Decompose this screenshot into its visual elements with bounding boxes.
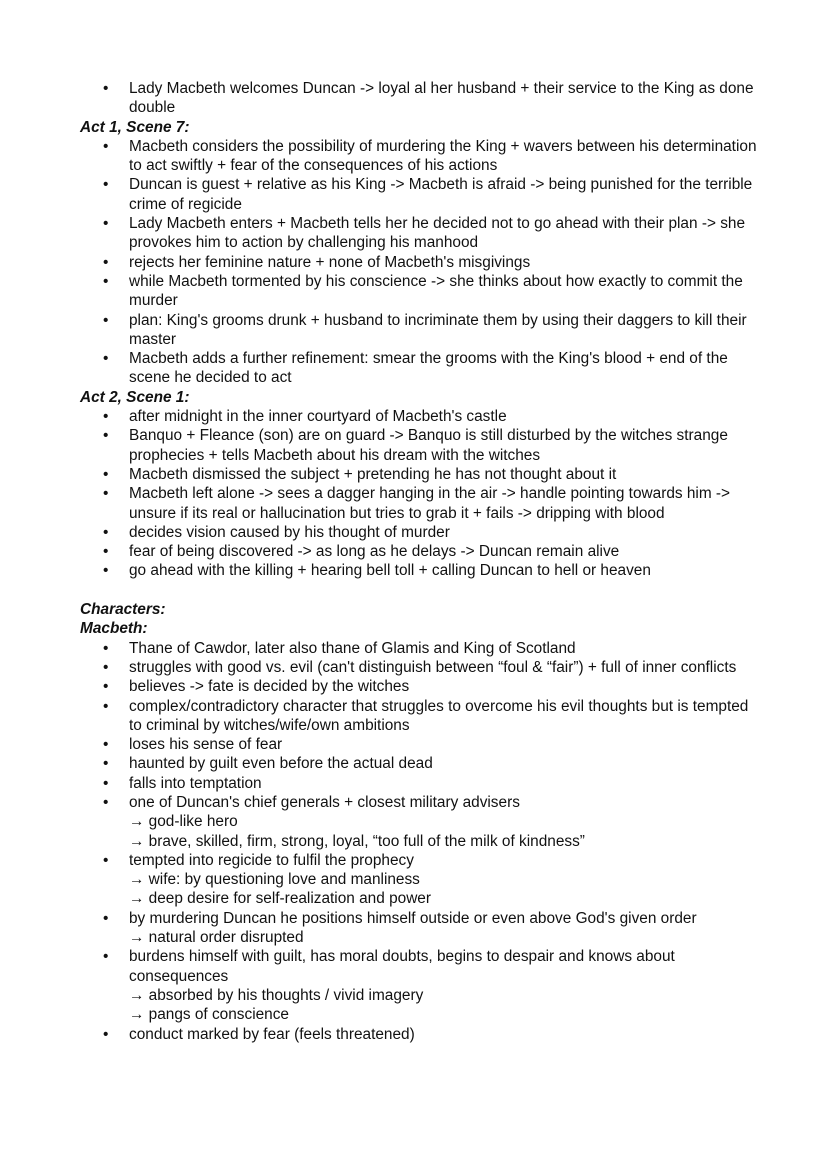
bullet-icon: • [103,465,109,483]
bullet-icon: • [103,311,109,329]
list-item [80,561,760,580]
bullet-icon: • [103,851,109,869]
bullet-list [80,137,760,388]
bullet-icon: • [103,562,109,580]
bullet-icon: • [103,523,109,541]
item-text: Macbeth adds a further refinement: smear the grooms with the King's blood + end of the scene he decided to act [129,350,728,387]
list-item [80,697,760,736]
bullet-icon: • [103,755,109,773]
item-text: loses his sense of fear [129,736,283,754]
bullet-icon: • [103,176,109,194]
list-item [80,947,760,1024]
bullet-icon: • [103,1025,109,1043]
bullet-icon: • [103,272,109,290]
item-text: falls into temptation [129,774,262,792]
item-text: struggles with good vs. evil (can't distinguish between “foul & “fair”) + full of inner conflicts [129,658,737,676]
section-heading-macbeth: Macbeth: [80,620,148,638]
section-heading-characters: Characters: [80,601,166,619]
list-item [80,909,760,948]
item-subline: → pangs of conscience [129,1006,289,1024]
bullet-icon: • [103,793,109,811]
bullet-list [80,79,760,118]
list-item [80,79,760,118]
list-item [80,639,760,658]
item-text: fear of being discovered -> as long as he delays -> Duncan remain alive [129,543,620,561]
item-text: Banquo + Fleance (son) are on guard -> Banquo is still disturbed by the witches strange prophecies + tells Macbeth about his dream with the witches [129,427,728,464]
bullet-icon: • [103,774,109,792]
bullet-icon: • [103,697,109,715]
item-text: Macbeth considers the possibility of murdering the King + wavers between his determination to act swiftly + fear of the consequences of his actions [129,137,757,175]
item-text: rejects her feminine nature + none of Macbeth's misgivings [129,253,531,271]
item-subline: → god-like hero [129,813,238,831]
item-text: complex/contradictory character that struggles to overcome his evil thoughts but is tempted to criminal by witches/wife/own ambitions [129,697,749,734]
bullet-icon: • [103,736,109,754]
item-text: one of Duncan's chief generals + closest military advisers [129,793,520,811]
item-subline: → natural order disrupted [129,929,304,947]
bullet-icon: • [103,909,109,927]
item-text: Thane of Cawdor, later also thane of Glamis and King of Scotland [129,639,576,657]
notes-content [80,79,760,1044]
list-item [80,465,760,484]
item-text: Duncan is guest + relative as his King -> Macbeth is afraid -> being punished for the terrible crime of regicide [129,176,753,213]
list-item [80,311,760,350]
bullet-icon: • [103,80,109,97]
item-subline: → deep desire for self-realization and power [129,890,431,908]
item-text: Lady Macbeth welcomes Duncan -> loyal al her husband + their service to the King as done double [129,80,754,117]
bullet-list [80,639,760,1044]
bullet-icon: • [103,658,109,676]
item-text: after midnight in the inner courtyard of Macbeth's castle [129,408,507,426]
bullet-icon: • [103,948,109,966]
item-text: while Macbeth tormented by his conscience -> she thinks about how exactly to commit the murder [129,272,743,310]
list-item [80,523,760,542]
section-spacer [80,581,760,600]
list-item [80,754,760,773]
bullet-icon: • [103,678,109,696]
list-item [80,426,760,465]
bullet-icon: • [103,408,109,426]
list-item [80,214,760,253]
list-item [80,407,760,426]
section-heading-act2-scene1: Act 2, Scene 1: [80,388,190,406]
list-item [80,542,760,561]
item-text: haunted by guilt even before the actual dead [129,755,433,773]
item-text: Macbeth left alone -> sees a dagger hanging in the air -> handle pointing towards him -> unsure if its real or hallucination but tries to grab it + fails -> dripping with blood [129,485,731,522]
list-item [80,349,760,388]
item-text: plan: King's grooms drunk + husband to incriminate them by using their daggers to kill their master [129,311,747,348]
item-subline: → wife: by questioning love and manliness [129,871,420,889]
bullet-icon: • [103,350,109,368]
bullet-icon: • [103,485,109,503]
bullet-icon: • [103,639,109,657]
item-text: tempted into regicide to fulfil the prophecy [129,851,414,869]
item-subline: → absorbed by his thoughts / vivid imagery [129,986,424,1004]
item-text: Macbeth dismissed the subject + pretending he has not thought about it [129,465,617,483]
list-item [80,484,760,523]
list-item [80,677,760,696]
list-item [80,175,760,214]
bullet-icon: • [103,543,109,561]
list-item [80,1025,760,1044]
item-text: conduct marked by fear (feels threatened) [129,1025,415,1043]
bullet-icon: • [103,427,109,445]
item-text: by murdering Duncan he positions himself outside or even above God's given order [129,909,697,927]
item-text: decides vision caused by his thought of murder [129,523,450,541]
list-item [80,658,760,677]
bullet-icon: • [103,215,109,233]
item-subline: → brave, skilled, firm, strong, loyal, “too full of the milk of kindness” [129,832,585,850]
bullet-icon: • [103,137,109,155]
list-item [80,272,760,311]
item-text: burdens himself with guilt, has moral doubts, begins to despair and knows about consequences [129,948,675,985]
list-item [80,851,760,909]
list-item [80,793,760,851]
list-item [80,735,760,754]
section-heading-act1-scene7: Act 1, Scene 7: [80,118,190,136]
item-text: believes -> fate is decided by the witches [129,678,410,696]
item-text: Lady Macbeth enters + Macbeth tells her he decided not to go ahead with their plan -> she provokes him to action by challenging his manhood [129,215,746,252]
list-item [80,137,760,176]
bullet-list [80,407,760,581]
item-text: go ahead with the killing + hearing bell toll + calling Duncan to hell or heaven [129,562,651,580]
list-item [80,253,760,272]
bullet-icon: • [103,253,109,271]
list-item [80,774,760,793]
